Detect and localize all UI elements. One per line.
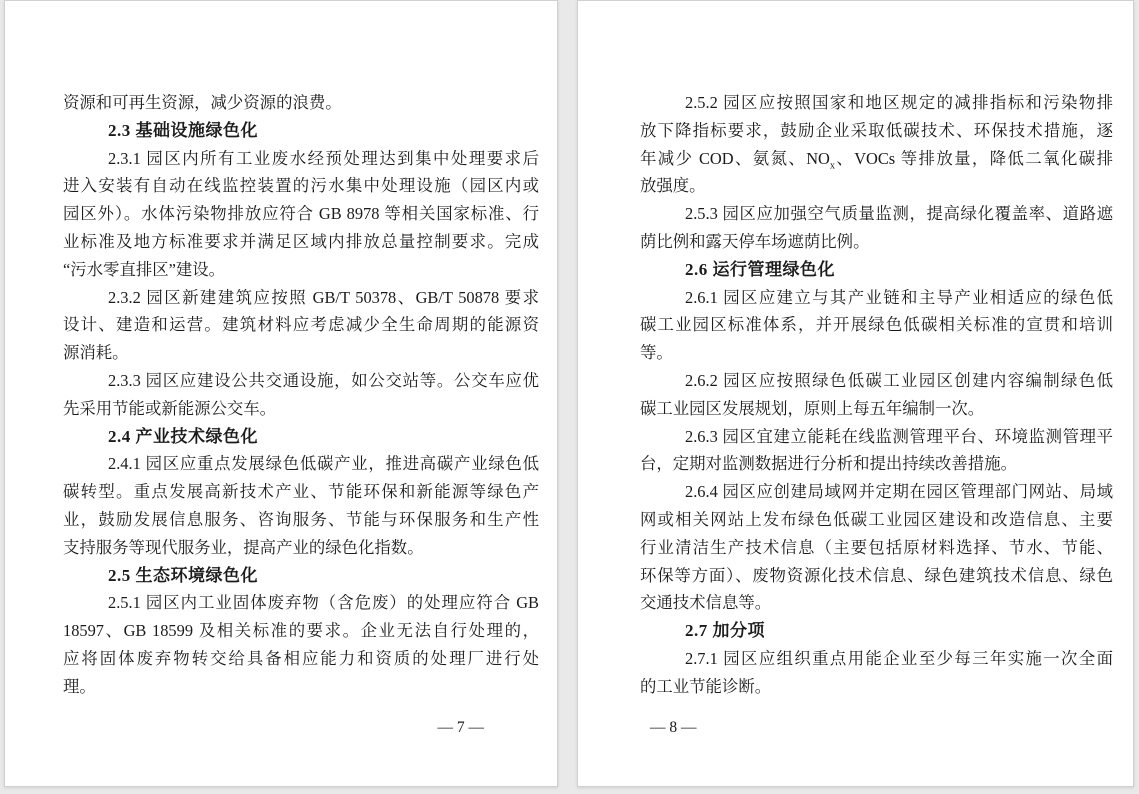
- text-line: 18597、GB 18599 及相关标准的要求。企业无法自行处理的，: [63, 621, 539, 641]
- page-number: — 8 —: [650, 719, 697, 736]
- text-line: 设计、建造和运营。建筑材料应考虑减少全生命周期的能源资: [63, 315, 539, 335]
- text-line: 先采用节能或新能源公交车。: [63, 398, 277, 418]
- page-text: [63, 89, 539, 701]
- section-heading: 2.6 运行管理绿色化: [685, 259, 835, 279]
- text-line: 2.3.2 园区新建建筑应按照 GB/T 50378、GB/T 50878 要求: [108, 287, 539, 307]
- text-line: 应将固体废弃物转交给具备相应能力和资质的处理厂进行处: [63, 648, 539, 668]
- page-text: [640, 89, 1113, 701]
- text-line: 理。: [63, 676, 96, 696]
- text-segment: 、VOCs 等排放量，降低二氧化碳排: [834, 148, 1113, 168]
- text-segment: 年减少 COD、氨氮、NO: [640, 148, 830, 168]
- text-line: 2.6.2 园区应按照绿色低碳工业园区创建内容编制绿色低: [685, 370, 1113, 390]
- text-line: 2.5.3 园区应加强空气质量监测，提高绿化覆盖率、道路遮: [685, 204, 1113, 224]
- document-page-7: [4, 0, 558, 787]
- text-line: 业标准及地方标准要求并满足区域内排放总量控制要求。完成: [63, 231, 539, 251]
- text-line: 放下降指标要求，鼓励企业采取低碳技术、环保技术措施，逐: [640, 120, 1113, 140]
- text-line: 源消耗。: [63, 343, 129, 363]
- text-line: 支持服务等现代服务业，提高产业的绿色化指数。: [63, 537, 424, 557]
- text-line: 园区外）。水体污染物排放应符合 GB 8978 等相关国家标准、行: [63, 204, 539, 224]
- section-heading: 2.5 生态环境绿色化: [108, 565, 258, 585]
- section-heading: 2.4 产业技术绿色化: [108, 426, 258, 446]
- text-line: 2.3.3 园区应建设公共交通设施，如公交站等。公交车应优: [108, 370, 539, 390]
- text-line: 放强度。: [640, 176, 706, 196]
- page-footer: [640, 700, 1113, 742]
- text-line: 环保等方面）、废物资源化技术信息、绿色建筑技术信息、绿色: [640, 565, 1113, 585]
- text-line: 进入安装有自动在线监控装置的污水集中处理设施（园区内或: [63, 176, 539, 196]
- document-page-8: [577, 0, 1134, 787]
- text-line: “污水零直排区”建设。: [63, 259, 226, 279]
- page-footer: [63, 700, 539, 742]
- text-line: 的工业节能诊断。: [640, 676, 772, 696]
- text-line: 2.5.1 园区内工业固体废弃物（含危废）的处理应符合 GB: [108, 593, 539, 613]
- subscript-text: x: [829, 159, 835, 171]
- text-line: 荫比例和露天停车场遮荫比例。: [640, 231, 870, 251]
- text-line: 碳转型。重点发展高新技术产业、节能环保和新能源等绿色产: [63, 482, 539, 502]
- text-line: 交通技术信息等。: [640, 593, 772, 613]
- text-line: 碳工业园区发展规划，原则上每五年编制一次。: [640, 398, 985, 418]
- text-line: 资源和可再生资源，减少资源的浪费。: [63, 93, 342, 112]
- text-line: 等。: [640, 343, 673, 363]
- text-line: 2.6.4 园区应创建局域网并定期在园区管理部门网站、局域: [685, 482, 1113, 502]
- text-line: 网或相关网站上发布绿色低碳工业园区建设和改造信息、主要: [640, 509, 1113, 529]
- text-line: 业，鼓励发展信息服务、咨询服务、节能与环保服务和生产性: [63, 509, 539, 529]
- text-line: 碳工业园区标准体系，并开展绿色低碳相关标准的宣贯和培训: [640, 315, 1113, 335]
- text-line: 2.4.1 园区应重点发展绿色低碳产业，推进高碳产业绿色低: [108, 454, 539, 474]
- text-line: 2.3.1 园区内所有工业废水经预处理达到集中处理要求后: [108, 148, 539, 168]
- text-line: 行业清洁生产技术信息（主要包括原材料选择、节水、节能、: [640, 537, 1113, 557]
- section-heading: 2.3 基础设施绿色化: [108, 120, 258, 140]
- text-line: 2.5.2 园区应按照国家和地区规定的减排指标和污染物排: [685, 93, 1113, 112]
- text-line: 2.6.1 园区应建立与其产业链和主导产业相适应的绿色低: [685, 287, 1113, 307]
- page-number: — 7 —: [437, 719, 484, 736]
- text-line: [640, 145, 1113, 173]
- text-line: 2.6.3 园区宜建立能耗在线监测管理平台、环境监测管理平: [685, 426, 1113, 446]
- text-line: 2.7.1 园区应组织重点用能企业至少每三年实施一次全面: [685, 648, 1113, 668]
- text-line: 台，定期对监测数据进行分析和提出持续改善措施。: [640, 454, 1017, 474]
- section-heading: 2.7 加分项: [685, 621, 765, 641]
